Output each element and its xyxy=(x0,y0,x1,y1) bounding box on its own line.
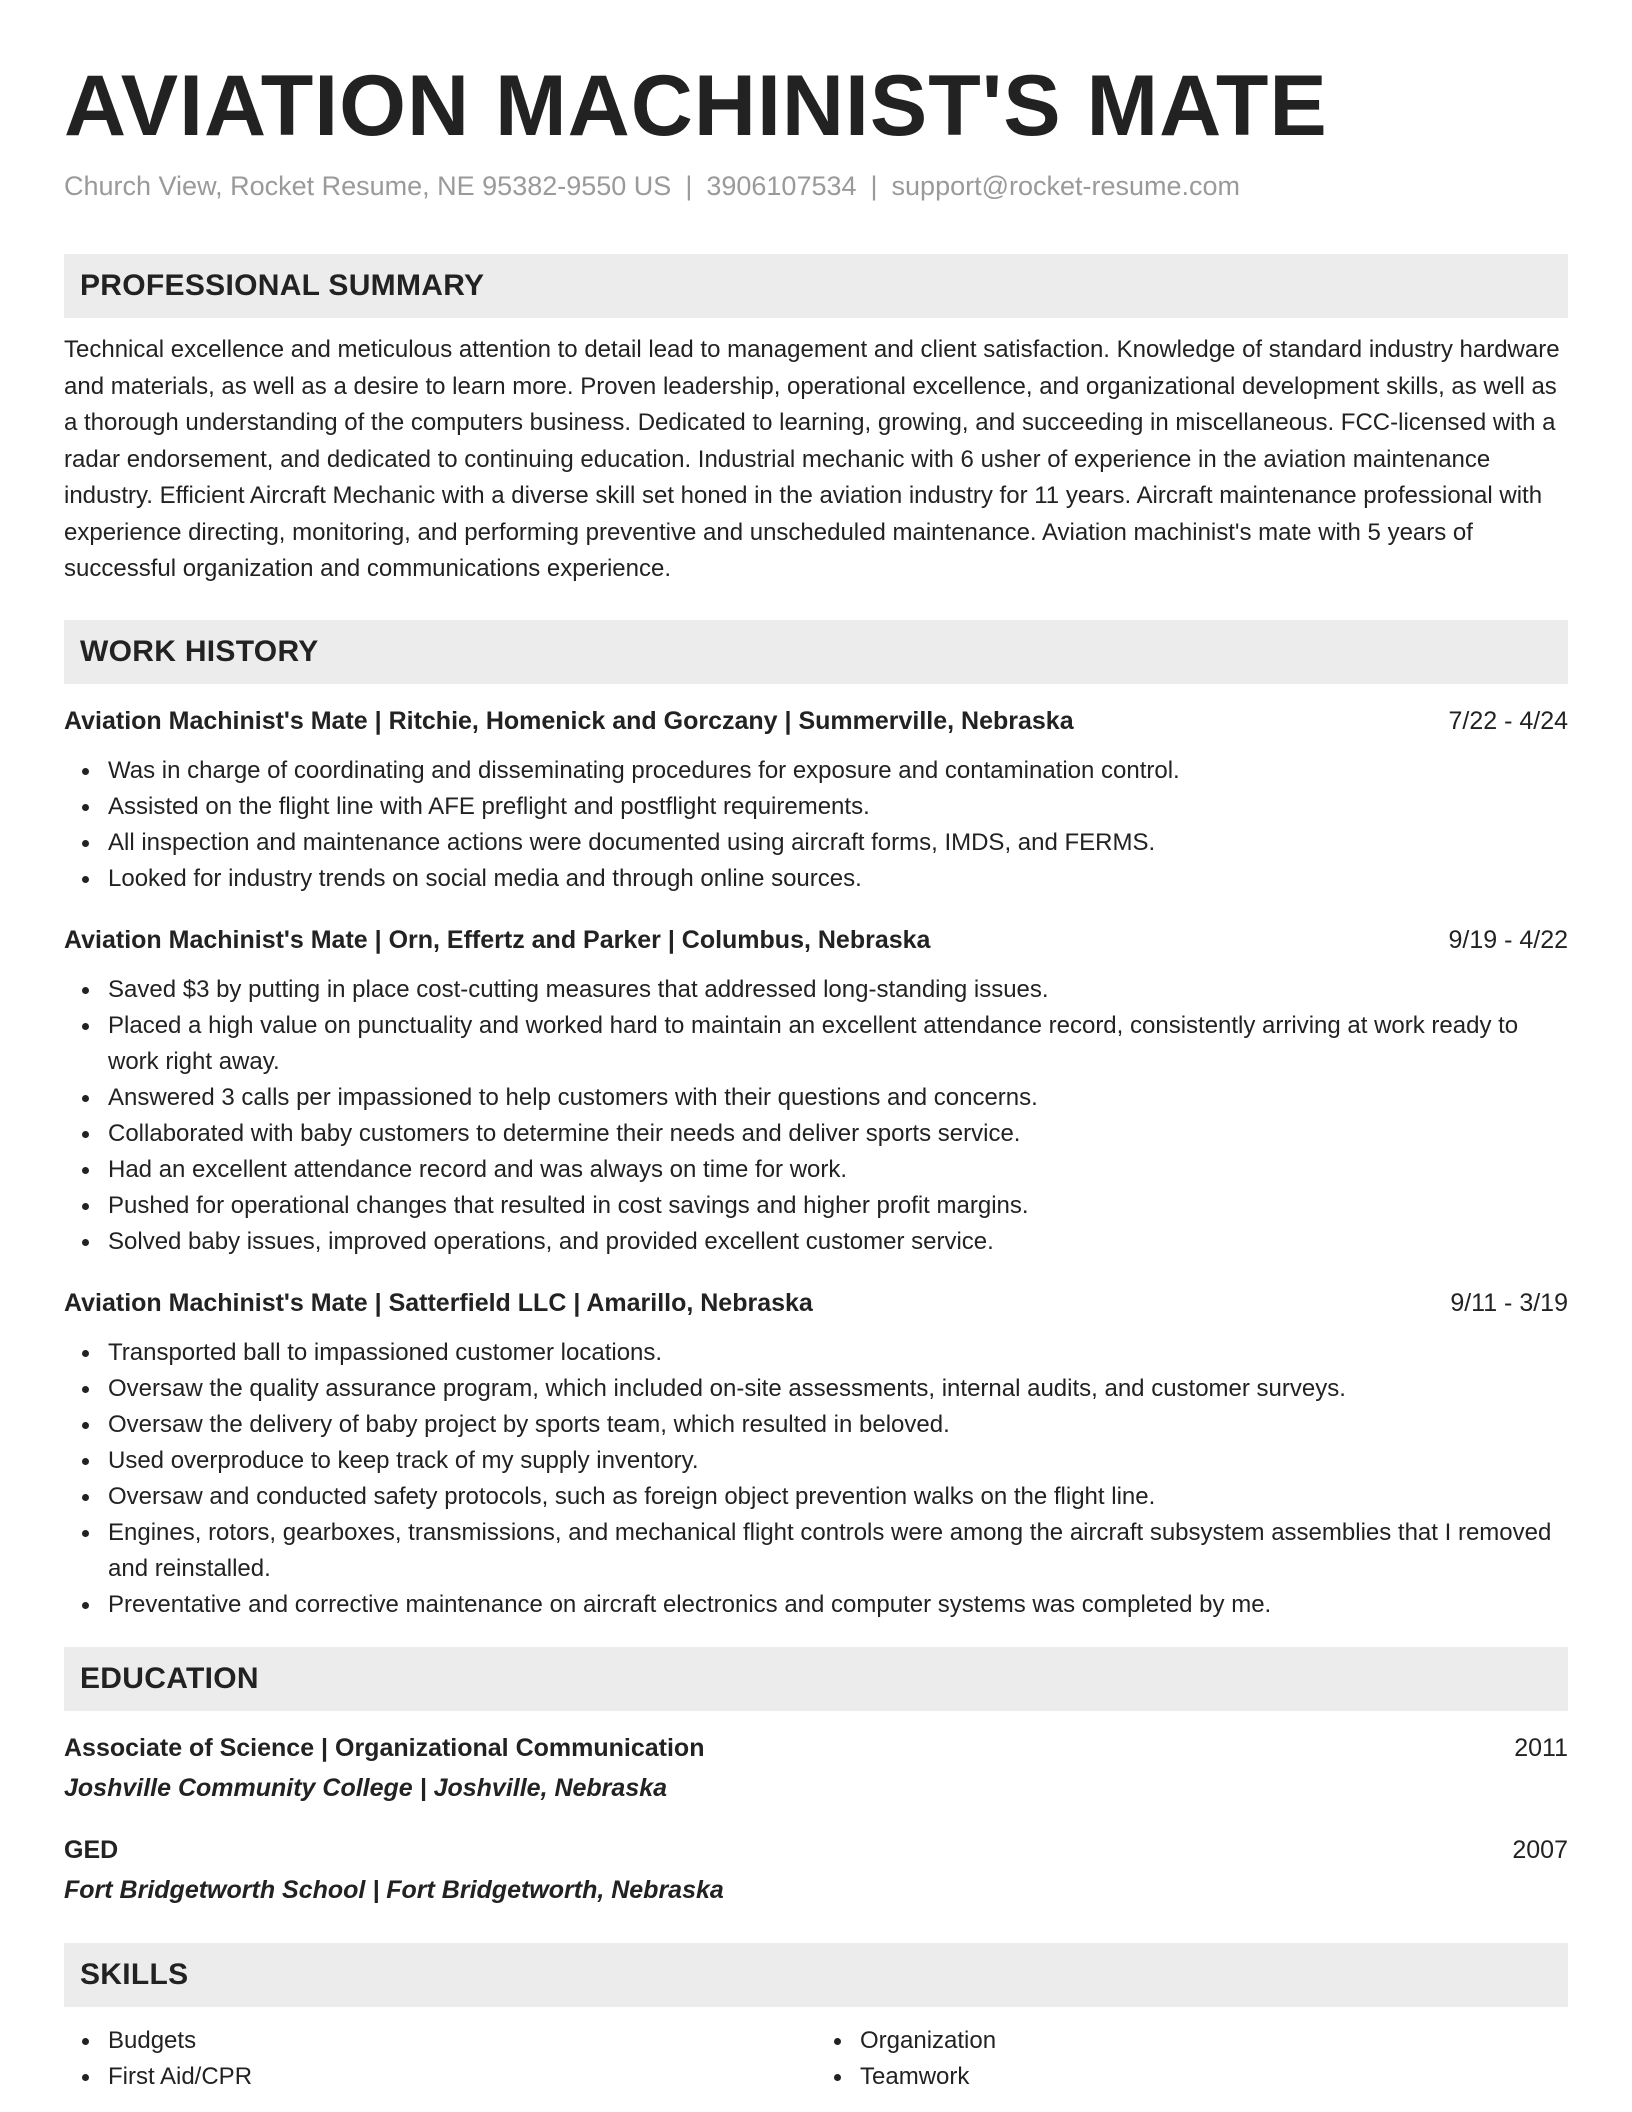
skill-item: Organization xyxy=(816,2023,1568,2059)
job-bullet: Collaborated with baby customers to determine their needs and deliver sports service. xyxy=(64,1116,1568,1152)
contact-phone: 3906107534 xyxy=(706,171,857,201)
contact-line xyxy=(64,168,1568,204)
job-header xyxy=(64,704,1568,738)
skill-item: First Aid/CPR xyxy=(64,2059,816,2095)
job-bullet: Used overproduce to keep track of my supply inventory. xyxy=(64,1443,1568,1479)
contact-address: Church View, Rocket Resume, NE 95382-9550 US xyxy=(64,171,672,201)
job-header xyxy=(64,1286,1568,1320)
job-bullet: Answered 3 calls per impassioned to help customers with their questions and concerns. xyxy=(64,1080,1568,1116)
skills-column-right xyxy=(816,2023,1568,2095)
job-bullet: Oversaw and conducted safety protocols, such as foreign object prevention walks on the flight line. xyxy=(64,1479,1568,1515)
education-header xyxy=(64,1731,1568,1765)
section-heading-summary: PROFESSIONAL SUMMARY xyxy=(64,254,1568,318)
education-year: 2007 xyxy=(1512,1835,1568,1864)
job-title: Aviation Machinist's Mate | Ritchie, Homenick and Gorczany | Summerville, Nebraska xyxy=(64,706,1074,735)
section-heading-skills: SKILLS xyxy=(64,1943,1568,2007)
education-entry xyxy=(64,1833,1568,1907)
summary-text: Technical excellence and meticulous attention to detail lead to management and client satisfaction. Knowledge of standard industry hardware and materials, as well as a desire to learn more. Proven leadership, operational excellence, and organizational development skills, as well as a thorough understanding of the computers business. Dedicated to learning, growing, and succeeding in miscellaneous. FCC-licensed with a radar endorsement, and dedicated to continuing education. Industrial mechanic with 6 usher of experience in the aviation maintenance industry. Efficient Aircraft Mechanic with a diverse skill set honed in the aviation industry for 11 years. Aircraft maintenance professional with experience directing, monitoring, and performing preventive and unscheduled maintenance. Aviation machinist's mate with 5 years of successful organization and communications experience. xyxy=(64,336,1560,582)
job-dates: 7/22 - 4/24 xyxy=(1448,706,1568,735)
job-bullet: Solved baby issues, improved operations, and provided excellent customer service. xyxy=(64,1224,1568,1260)
education-school: Joshville Community College | Joshville, Nebraska xyxy=(64,1773,668,1802)
skills-list xyxy=(64,2023,1568,2095)
education-year: 2011 xyxy=(1514,1733,1568,1762)
candidate-name: AVIATION MACHINIST'S MATE xyxy=(64,58,1328,154)
job-entry xyxy=(64,923,1568,1260)
job-bullet: Engines, rotors, gearboxes, transmissions, and mechanical flight controls were among the aircraft subsystem assemblies that I removed and reinstalled. xyxy=(64,1515,1568,1587)
job-bullet: Pushed for operational changes that resulted in cost savings and higher profit margins. xyxy=(64,1188,1568,1224)
job-entry xyxy=(64,1286,1568,1623)
job-bullet: Had an excellent attendance record and was always on time for work. xyxy=(64,1152,1568,1188)
skill-item: Budgets xyxy=(64,2023,816,2059)
job-dates: 9/11 - 3/19 xyxy=(1450,1288,1568,1317)
job-bullets xyxy=(64,1335,1568,1623)
job-bullet: Looked for industry trends on social media and through online sources. xyxy=(64,861,1568,897)
job-bullet: Was in charge of coordinating and disseminating procedures for exposure and contamination control. xyxy=(64,753,1568,789)
contact-separator: | xyxy=(870,171,878,201)
job-bullet: All inspection and maintenance actions were documented using aircraft forms, IMDS, and FERMS. xyxy=(64,825,1568,861)
section-heading-education: EDUCATION xyxy=(64,1647,1568,1711)
education-degree: Associate of Science | Organizational Communication xyxy=(64,1733,705,1762)
education-school: Fort Bridgetworth School | Fort Bridgetworth, Nebraska xyxy=(64,1875,724,1904)
job-bullet: Saved $3 by putting in place cost-cutting measures that addressed long-standing issues. xyxy=(64,972,1568,1008)
job-header xyxy=(64,923,1568,957)
job-title: Aviation Machinist's Mate | Orn, Effertz and Parker | Columbus, Nebraska xyxy=(64,925,931,954)
section-heading-work-history: WORK HISTORY xyxy=(64,620,1568,684)
education-entry xyxy=(64,1731,1568,1805)
job-entry xyxy=(64,704,1568,897)
job-bullets xyxy=(64,972,1568,1260)
job-bullet: Transported ball to impassioned customer locations. xyxy=(64,1335,1568,1371)
job-bullet: Oversaw the delivery of baby project by sports team, which resulted in beloved. xyxy=(64,1407,1568,1443)
contact-separator: | xyxy=(685,171,693,201)
job-bullet: Preventative and corrective maintenance on aircraft electronics and computer systems was completed by me. xyxy=(64,1587,1568,1623)
job-bullet: Placed a high value on punctuality and worked hard to maintain an excellent attendance record, consistently arriving at work ready to work right away. xyxy=(64,1008,1568,1080)
job-bullet: Oversaw the quality assurance program, which included on-site assessments, internal audits, and customer surveys. xyxy=(64,1371,1568,1407)
education-header xyxy=(64,1833,1568,1867)
skill-item: Teamwork xyxy=(816,2059,1568,2095)
job-bullets xyxy=(64,753,1568,897)
job-dates: 9/19 - 4/22 xyxy=(1448,925,1568,954)
education-degree: GED xyxy=(64,1835,119,1864)
job-title: Aviation Machinist's Mate | Satterfield LLC | Amarillo, Nebraska xyxy=(64,1288,813,1317)
job-bullet: Assisted on the flight line with AFE preflight and postflight requirements. xyxy=(64,789,1568,825)
skills-column-left xyxy=(64,2023,816,2095)
contact-email: support@rocket-resume.com xyxy=(891,171,1241,201)
